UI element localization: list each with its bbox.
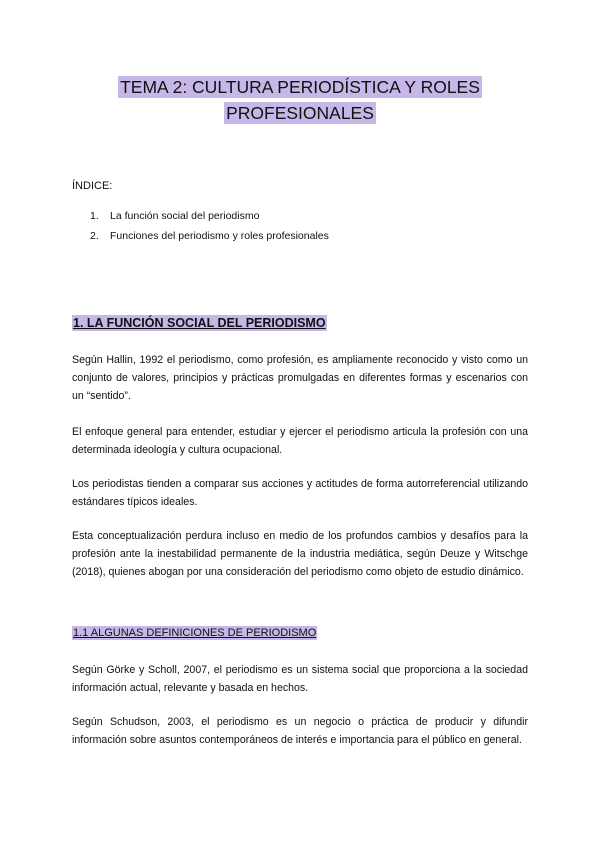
table-of-contents <box>90 210 329 250</box>
title-line-2: PROFESIONALES <box>226 103 374 123</box>
definition-paragraph: Según Schudson, 2003, el periodismo es un negocio o práctica de producir y difundir información sobre asuntos contemporáneos de interés e importancia para el público en general. <box>72 716 528 746</box>
paragraph: El enfoque general para entender, estudiar y ejercer el periodismo articula la profesión con una determinada ideología y cultura ocupacional. <box>72 426 528 456</box>
section-heading <box>72 316 327 330</box>
paragraph: Esta conceptualización perdura incluso en medio de los profundos cambios y desafíos para la profesión ante la inestabilidad permanente de la industria mediática, según Deuze y Witschge (2018), quienes abogan por una consideración del periodismo como objeto de estudio dinámico. <box>72 530 528 578</box>
section-heading-text: 1. LA FUNCIÓN SOCIAL DEL PERIODISMO <box>73 316 326 330</box>
paragraph: Según Hallin, 1992 el periodismo, como profesión, es ampliamente reconocido y visto como un conjunto de valores, principios y prácticas promulgadas en diferentes formas y escenarios con un “sentido”. <box>72 354 528 402</box>
index-label: ÍNDICE: <box>72 180 113 192</box>
definition-paragraph: Según Görke y Scholl, 2007, el periodismo es un sistema social que proporciona a la sociedad información actual, relevante y basada en hechos. <box>72 664 528 694</box>
paragraph: Los periodistas tienden a comparar sus acciones y actitudes de forma autorreferencial utilizando estándares típicos ideales. <box>72 478 528 508</box>
subsection-heading <box>72 627 317 639</box>
toc-item-number: 2. <box>90 230 99 242</box>
toc-item <box>90 210 329 230</box>
toc-item-label: La función social del periodismo <box>110 210 260 222</box>
toc-item-number: 1. <box>90 210 99 222</box>
subsection-heading-text: 1.1 ALGUNAS DEFINICIONES DE PERIODISMO <box>73 627 317 639</box>
toc-item <box>90 230 329 250</box>
toc-item-label: Funciones del periodismo y roles profesionales <box>110 230 329 242</box>
title-line-1: TEMA 2: CULTURA PERIODÍSTICA Y ROLES <box>120 77 480 97</box>
document-title <box>0 74 600 126</box>
